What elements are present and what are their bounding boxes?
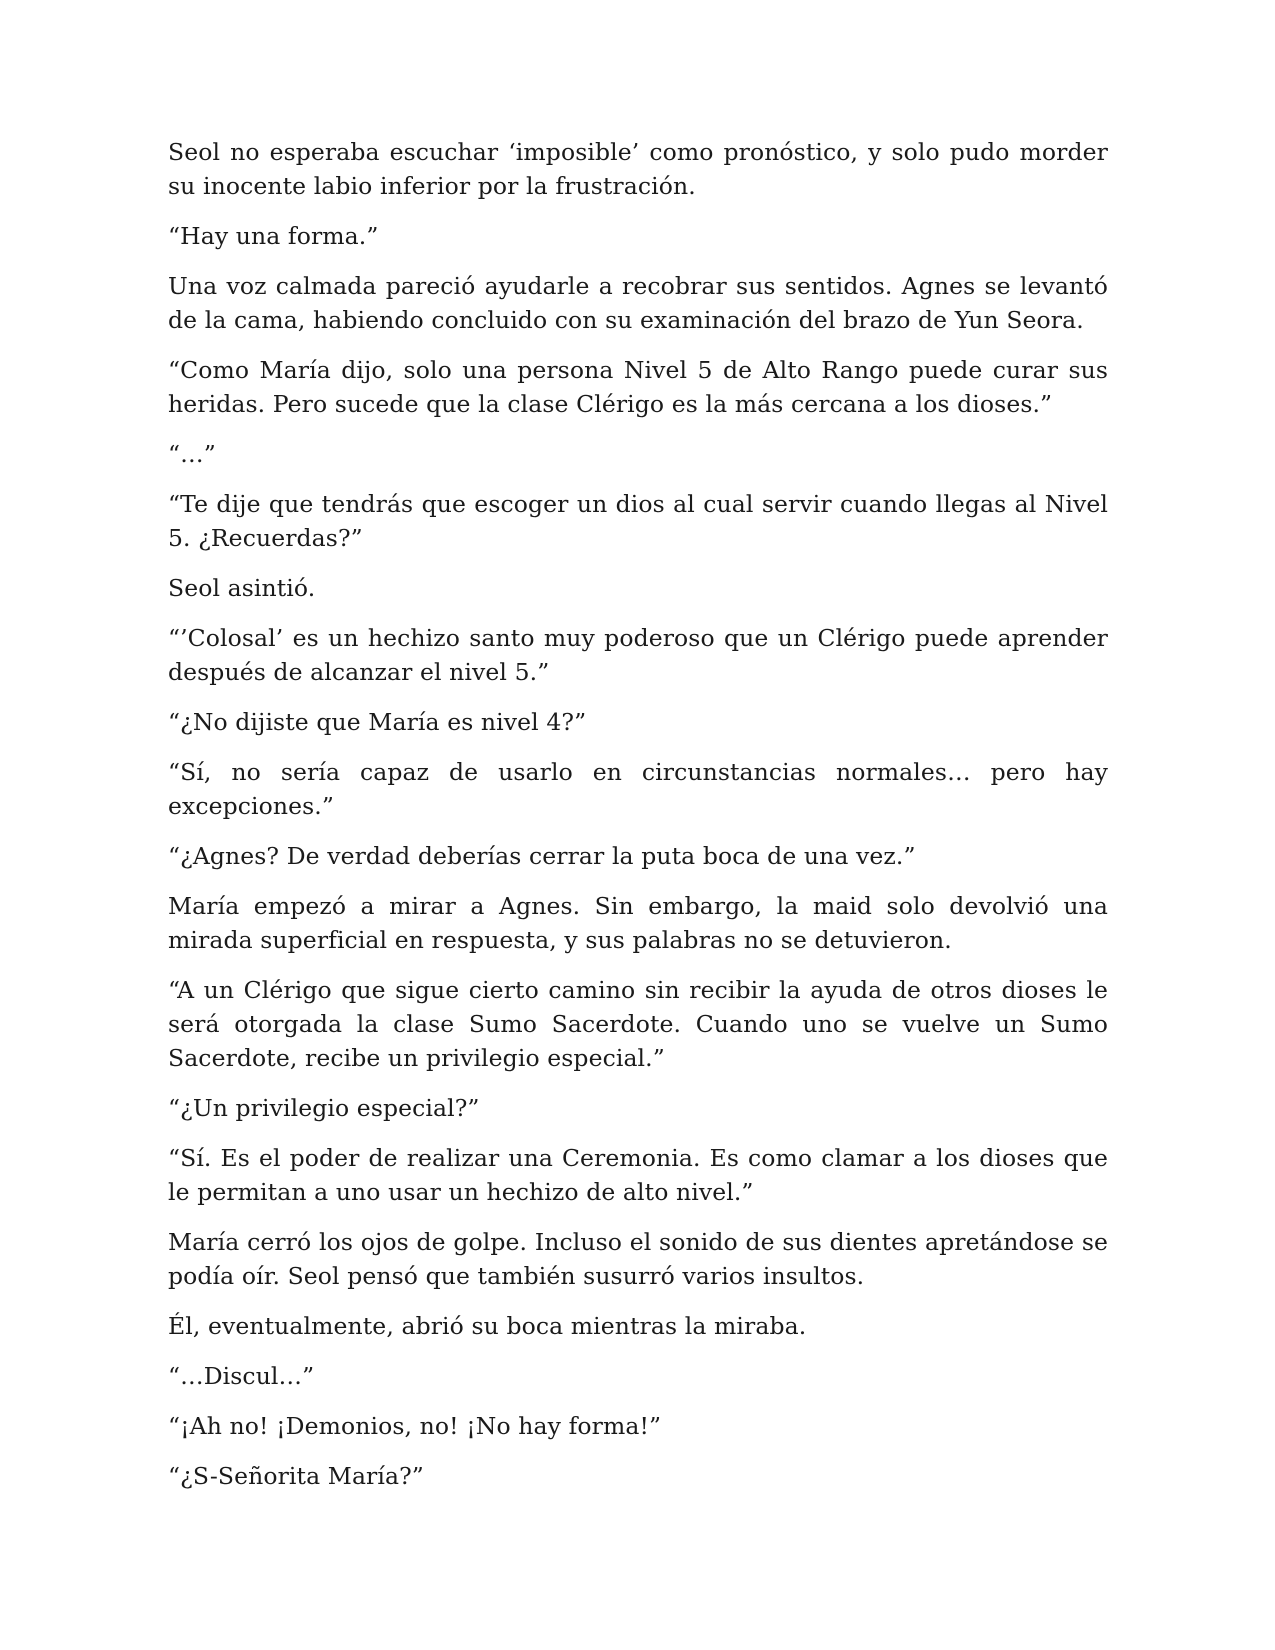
paragraph: “¿Un privilegio especial?” [168, 1094, 480, 1122]
paragraph: “Sí, no sería capaz de usarlo en circunstancias normales… pero hay excepciones.” [168, 758, 1108, 820]
paragraph: “Hay una forma.” [168, 222, 379, 250]
paragraph: “…Discul…” [168, 1362, 315, 1390]
paragraph: “’Colosal’ es un hechizo santo muy poderoso que un Clérigo puede aprender después de alcanzar el nivel 5.” [168, 624, 1108, 686]
paragraph: “Sí. Es el poder de realizar una Ceremonia. Es como clamar a los dioses que le permitan a uno usar un hechizo de alto nivel.” [168, 1144, 1108, 1206]
paragraph: “¿No dijiste que María es nivel 4?” [168, 708, 587, 736]
document-body [168, 135, 1108, 1509]
paragraph: Una voz calmada pareció ayudarle a recobrar sus sentidos. Agnes se levantó de la cama, habiendo concluido con su examinación del brazo de Yun Seora. [168, 272, 1108, 334]
paragraph: “A un Clérigo que sigue cierto camino sin recibir la ayuda de otros dioses le será otorgada la clase Sumo Sacerdote. Cuando uno se vuelve un Sumo Sacerdote, recibe un privilegio especial.” [168, 976, 1108, 1072]
paragraph: “Como María dijo, solo una persona Nivel 5 de Alto Rango puede curar sus heridas. Pero sucede que la clase Clérigo es la más cercana a los dioses.” [168, 356, 1108, 418]
paragraph: Él, eventualmente, abrió su boca mientras la miraba. [168, 1312, 807, 1340]
paragraph: María cerró los ojos de golpe. Incluso el sonido de sus dientes apretándose se podía oír. Seol pensó que también susurró varios insultos. [168, 1228, 1108, 1290]
paragraph: “¡Ah no! ¡Demonios, no! ¡No hay forma!” [168, 1412, 662, 1440]
paragraph: Seol asintió. [168, 574, 316, 602]
paragraph: “¿Agnes? De verdad deberías cerrar la puta boca de una vez.” [168, 842, 916, 870]
paragraph: María empezó a mirar a Agnes. Sin embargo, la maid solo devolvió una mirada superficial en respuesta, y sus palabras no se detuvieron. [168, 892, 1108, 954]
paragraph: “…” [168, 440, 216, 468]
paragraph: “¿S-Señorita María?” [168, 1462, 424, 1490]
paragraph: “Te dije que tendrás que escoger un dios al cual servir cuando llegas al Nivel 5. ¿Recuerdas?” [168, 490, 1108, 552]
paragraph: Seol no esperaba escuchar ‘imposible’ como pronóstico, y solo pudo morder su inocente labio inferior por la frustración. [168, 138, 1108, 200]
